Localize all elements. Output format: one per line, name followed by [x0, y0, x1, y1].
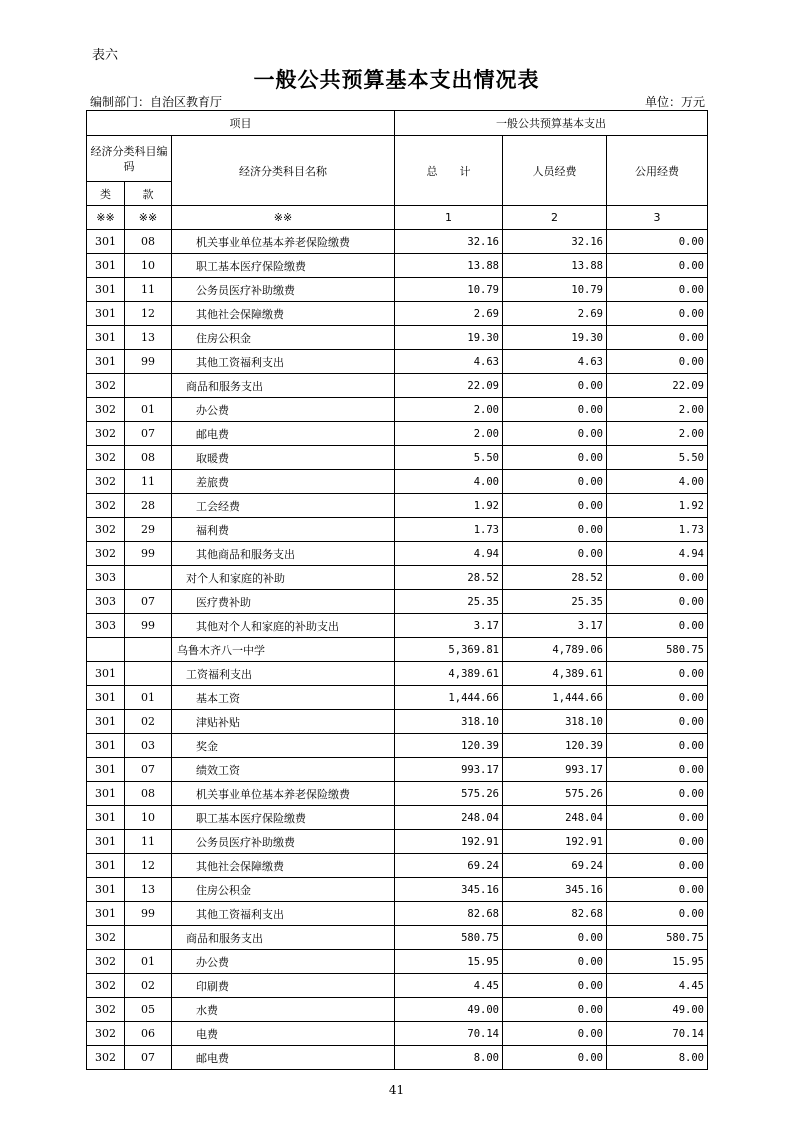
table-row [87, 758, 708, 782]
table-row [87, 878, 708, 902]
table-row [87, 806, 708, 830]
cell-personnel: 0.00 [503, 518, 607, 542]
cell-personnel: 318.10 [503, 710, 607, 734]
cell-name: 取暖费 [172, 446, 395, 470]
table-row [87, 422, 708, 446]
cell-total: 2.00 [395, 422, 503, 446]
table-row [87, 590, 708, 614]
page-number: 41 [388, 1083, 405, 1097]
cell-public: 2.00 [607, 398, 708, 422]
table-row [87, 566, 708, 590]
cell-item: 08 [125, 446, 172, 470]
cell-class: 301 [87, 326, 125, 350]
cell-item: 99 [125, 542, 172, 566]
header-public: 公用经费 [607, 136, 708, 206]
cell-personnel: 0.00 [503, 926, 607, 950]
cell-class: 301 [87, 686, 125, 710]
cell-name: 邮电费 [172, 422, 395, 446]
table-row [87, 542, 708, 566]
header-personnel: 人员经费 [503, 136, 607, 206]
cell-personnel: 0.00 [503, 950, 607, 974]
cell-personnel: 0.00 [503, 1046, 607, 1070]
cell-public: 0.00 [607, 566, 708, 590]
cell-item: 10 [125, 254, 172, 278]
cell-personnel: 1,444.66 [503, 686, 607, 710]
cell-item: 07 [125, 758, 172, 782]
cell-personnel: 4,789.06 [503, 638, 607, 662]
cell-class: 301 [87, 902, 125, 926]
table-row [87, 518, 708, 542]
cell-class [87, 638, 125, 662]
cell-total: 2.69 [395, 302, 503, 326]
cell-personnel: 120.39 [503, 734, 607, 758]
cell-public: 0.00 [607, 686, 708, 710]
cell-public: 0.00 [607, 854, 708, 878]
cell-personnel: 575.26 [503, 782, 607, 806]
table-row [87, 782, 708, 806]
table-row [87, 1046, 708, 1070]
cell-item: 03 [125, 734, 172, 758]
page-title: 一般公共预算基本支出情况表 [253, 68, 540, 92]
cell-personnel: 0.00 [503, 446, 607, 470]
cell-class: 302 [87, 1046, 125, 1070]
cell-item: 07 [125, 422, 172, 446]
cell-name: 水费 [172, 998, 395, 1022]
table-row [87, 926, 708, 950]
cell-item: 13 [125, 326, 172, 350]
cell-class: 301 [87, 878, 125, 902]
cell-item: 06 [125, 1022, 172, 1046]
cell-item [125, 374, 172, 398]
cell-class: 302 [87, 422, 125, 446]
cell-name: 印刷费 [172, 974, 395, 998]
cell-personnel: 345.16 [503, 878, 607, 902]
cell-personnel: 0.00 [503, 470, 607, 494]
cell-item: 99 [125, 350, 172, 374]
table-row [87, 686, 708, 710]
table-row [87, 902, 708, 926]
header-total: 总 计 [395, 136, 503, 206]
cell-personnel: 28.52 [503, 566, 607, 590]
cell-total: 1.73 [395, 518, 503, 542]
cell-public: 580.75 [607, 638, 708, 662]
unit-label: 单位：万元 [644, 95, 705, 109]
cell-public: 4.45 [607, 974, 708, 998]
cell-personnel: 19.30 [503, 326, 607, 350]
col-index-3: 3 [607, 206, 708, 230]
cell-public: 0.00 [607, 662, 708, 686]
cell-total: 192.91 [395, 830, 503, 854]
cell-item: 11 [125, 470, 172, 494]
table-row [87, 950, 708, 974]
table-row [87, 854, 708, 878]
cell-total: 82.68 [395, 902, 503, 926]
cell-total: 15.95 [395, 950, 503, 974]
cell-public: 0.00 [607, 782, 708, 806]
cell-total: 69.24 [395, 854, 503, 878]
cell-name: 福利费 [172, 518, 395, 542]
cell-total: 993.17 [395, 758, 503, 782]
cell-item: 12 [125, 854, 172, 878]
cell-public: 0.00 [607, 878, 708, 902]
cell-class: 302 [87, 1022, 125, 1046]
cell-name: 对个人和家庭的补助 [172, 566, 395, 590]
cell-class: 303 [87, 590, 125, 614]
cell-personnel: 192.91 [503, 830, 607, 854]
cell-personnel: 993.17 [503, 758, 607, 782]
cell-class: 301 [87, 254, 125, 278]
cell-item [125, 638, 172, 662]
cell-total: 8.00 [395, 1046, 503, 1070]
cell-public: 0.00 [607, 710, 708, 734]
cell-total: 32.16 [395, 230, 503, 254]
cell-item: 99 [125, 614, 172, 638]
table-row [87, 710, 708, 734]
cell-public: 15.95 [607, 950, 708, 974]
cell-item: 28 [125, 494, 172, 518]
cell-total: 13.88 [395, 254, 503, 278]
cell-total: 318.10 [395, 710, 503, 734]
cell-personnel: 32.16 [503, 230, 607, 254]
cell-total: 5.50 [395, 446, 503, 470]
cell-name: 职工基本医疗保险缴费 [172, 806, 395, 830]
cell-name: 其他社会保障缴费 [172, 302, 395, 326]
cell-item: 11 [125, 278, 172, 302]
cell-total: 19.30 [395, 326, 503, 350]
budget-table [86, 110, 708, 1070]
cell-personnel: 0.00 [503, 398, 607, 422]
cell-class: 302 [87, 470, 125, 494]
cell-name: 基本工资 [172, 686, 395, 710]
cell-total: 5,369.81 [395, 638, 503, 662]
cell-name: 办公费 [172, 950, 395, 974]
cell-item: 05 [125, 998, 172, 1022]
cell-class: 302 [87, 374, 125, 398]
cell-name: 乌鲁木齐八一中学 [172, 638, 395, 662]
cell-total: 120.39 [395, 734, 503, 758]
cell-name: 邮电费 [172, 1046, 395, 1070]
cell-total: 22.09 [395, 374, 503, 398]
cell-personnel: 0.00 [503, 974, 607, 998]
cell-public: 0.00 [607, 830, 708, 854]
header-name: 经济分类科目名称 [172, 136, 395, 206]
marker-class: ※※ [87, 206, 125, 230]
cell-item: 01 [125, 686, 172, 710]
cell-total: 2.00 [395, 398, 503, 422]
table-row [87, 326, 708, 350]
cell-personnel: 69.24 [503, 854, 607, 878]
cell-public: 0.00 [607, 302, 708, 326]
cell-name: 差旅费 [172, 470, 395, 494]
cell-name: 其他商品和服务支出 [172, 542, 395, 566]
table-row [87, 350, 708, 374]
cell-public: 1.73 [607, 518, 708, 542]
cell-class: 301 [87, 782, 125, 806]
table-row [87, 998, 708, 1022]
cell-class: 301 [87, 854, 125, 878]
cell-public: 4.00 [607, 470, 708, 494]
cell-total: 1.92 [395, 494, 503, 518]
cell-item: 12 [125, 302, 172, 326]
table-row [87, 302, 708, 326]
cell-item: 29 [125, 518, 172, 542]
cell-total: 580.75 [395, 926, 503, 950]
table-row [87, 638, 708, 662]
cell-public: 580.75 [607, 926, 708, 950]
cell-public: 0.00 [607, 254, 708, 278]
cell-class: 302 [87, 494, 125, 518]
cell-item: 02 [125, 710, 172, 734]
cell-class: 302 [87, 518, 125, 542]
cell-personnel: 0.00 [503, 542, 607, 566]
cell-public: 2.00 [607, 422, 708, 446]
cell-total: 4,389.61 [395, 662, 503, 686]
cell-personnel: 3.17 [503, 614, 607, 638]
cell-personnel: 0.00 [503, 998, 607, 1022]
cell-item: 07 [125, 1046, 172, 1070]
cell-item: 01 [125, 398, 172, 422]
cell-public: 0.00 [607, 590, 708, 614]
cell-total: 3.17 [395, 614, 503, 638]
cell-public: 0.00 [607, 278, 708, 302]
cell-public: 0.00 [607, 326, 708, 350]
table-row [87, 974, 708, 998]
cell-class: 301 [87, 710, 125, 734]
cell-public: 0.00 [607, 614, 708, 638]
cell-total: 4.00 [395, 470, 503, 494]
cell-name: 住房公积金 [172, 878, 395, 902]
cell-name: 商品和服务支出 [172, 374, 395, 398]
cell-class: 302 [87, 974, 125, 998]
cell-item: 10 [125, 806, 172, 830]
cell-item: 08 [125, 782, 172, 806]
cell-total: 70.14 [395, 1022, 503, 1046]
cell-public: 49.00 [607, 998, 708, 1022]
header-budget-group: 一般公共预算基本支出 [395, 111, 708, 136]
cell-personnel: 4.63 [503, 350, 607, 374]
cell-class: 302 [87, 398, 125, 422]
cell-total: 575.26 [395, 782, 503, 806]
header-project: 项目 [87, 111, 395, 136]
cell-name: 绩效工资 [172, 758, 395, 782]
cell-total: 4.94 [395, 542, 503, 566]
cell-name: 其他对个人和家庭的补助支出 [172, 614, 395, 638]
cell-public: 0.00 [607, 758, 708, 782]
cell-personnel: 0.00 [503, 374, 607, 398]
cell-total: 25.35 [395, 590, 503, 614]
cell-public: 1.92 [607, 494, 708, 518]
table-row [87, 254, 708, 278]
table-row [87, 398, 708, 422]
cell-personnel: 25.35 [503, 590, 607, 614]
cell-public: 4.94 [607, 542, 708, 566]
cell-personnel: 82.68 [503, 902, 607, 926]
cell-total: 49.00 [395, 998, 503, 1022]
cell-total: 1,444.66 [395, 686, 503, 710]
cell-public: 0.00 [607, 230, 708, 254]
table-row [87, 662, 708, 686]
col-index-1: 1 [395, 206, 503, 230]
cell-total: 28.52 [395, 566, 503, 590]
cell-item: 07 [125, 590, 172, 614]
table-row [87, 374, 708, 398]
cell-class: 301 [87, 230, 125, 254]
cell-personnel: 13.88 [503, 254, 607, 278]
cell-name: 医疗费补助 [172, 590, 395, 614]
cell-name: 工资福利支出 [172, 662, 395, 686]
table-row [87, 446, 708, 470]
cell-item: 01 [125, 950, 172, 974]
cell-name: 奖金 [172, 734, 395, 758]
cell-total: 248.04 [395, 806, 503, 830]
table-row [87, 470, 708, 494]
cell-personnel: 10.79 [503, 278, 607, 302]
cell-class: 301 [87, 350, 125, 374]
table-label: 表六 [92, 48, 119, 63]
cell-class: 301 [87, 758, 125, 782]
cell-class: 302 [87, 950, 125, 974]
cell-personnel: 0.00 [503, 1022, 607, 1046]
cell-public: 22.09 [607, 374, 708, 398]
table-row [87, 734, 708, 758]
cell-public: 70.14 [607, 1022, 708, 1046]
cell-name: 商品和服务支出 [172, 926, 395, 950]
cell-name: 其他工资福利支出 [172, 350, 395, 374]
cell-personnel: 0.00 [503, 494, 607, 518]
cell-item: 02 [125, 974, 172, 998]
table-row [87, 1022, 708, 1046]
header-item: 款 [125, 182, 172, 206]
cell-class: 302 [87, 446, 125, 470]
cell-item: 11 [125, 830, 172, 854]
department-label: 编制部门：自治区教育厅 [90, 95, 223, 109]
cell-personnel: 4,389.61 [503, 662, 607, 686]
cell-name: 公务员医疗补助缴费 [172, 830, 395, 854]
cell-name: 机关事业单位基本养老保险缴费 [172, 230, 395, 254]
cell-total: 4.45 [395, 974, 503, 998]
cell-name: 工会经费 [172, 494, 395, 518]
table-row [87, 278, 708, 302]
cell-personnel: 0.00 [503, 422, 607, 446]
cell-class: 301 [87, 734, 125, 758]
cell-total: 345.16 [395, 878, 503, 902]
cell-public: 0.00 [607, 734, 708, 758]
cell-public: 5.50 [607, 446, 708, 470]
cell-personnel: 248.04 [503, 806, 607, 830]
cell-item [125, 566, 172, 590]
cell-total: 4.63 [395, 350, 503, 374]
cell-name: 电费 [172, 1022, 395, 1046]
cell-public: 0.00 [607, 902, 708, 926]
cell-public: 0.00 [607, 350, 708, 374]
cell-name: 机关事业单位基本养老保险缴费 [172, 782, 395, 806]
cell-item: 99 [125, 902, 172, 926]
cell-item: 13 [125, 878, 172, 902]
cell-personnel: 2.69 [503, 302, 607, 326]
cell-item: 08 [125, 230, 172, 254]
cell-class: 301 [87, 302, 125, 326]
cell-name: 其他工资福利支出 [172, 902, 395, 926]
cell-class: 301 [87, 662, 125, 686]
cell-name: 公务员医疗补助缴费 [172, 278, 395, 302]
cell-total: 10.79 [395, 278, 503, 302]
marker-item: ※※ [125, 206, 172, 230]
cell-public: 8.00 [607, 1046, 708, 1070]
header-class: 类 [87, 182, 125, 206]
cell-name: 津贴补贴 [172, 710, 395, 734]
cell-public: 0.00 [607, 806, 708, 830]
table-row [87, 614, 708, 638]
cell-class: 302 [87, 926, 125, 950]
table-row [87, 494, 708, 518]
cell-class: 302 [87, 998, 125, 1022]
cell-class: 303 [87, 614, 125, 638]
col-index-2: 2 [503, 206, 607, 230]
cell-class: 301 [87, 278, 125, 302]
cell-class: 302 [87, 542, 125, 566]
cell-class: 301 [87, 806, 125, 830]
table-row [87, 230, 708, 254]
cell-name: 其他社会保障缴费 [172, 854, 395, 878]
cell-item [125, 662, 172, 686]
table-row [87, 830, 708, 854]
marker-name: ※※ [172, 206, 395, 230]
cell-class: 301 [87, 830, 125, 854]
cell-name: 职工基本医疗保险缴费 [172, 254, 395, 278]
cell-name: 住房公积金 [172, 326, 395, 350]
header-code-group: 经济分类科目编码 [87, 136, 172, 182]
cell-item [125, 926, 172, 950]
cell-name: 办公费 [172, 398, 395, 422]
cell-class: 303 [87, 566, 125, 590]
